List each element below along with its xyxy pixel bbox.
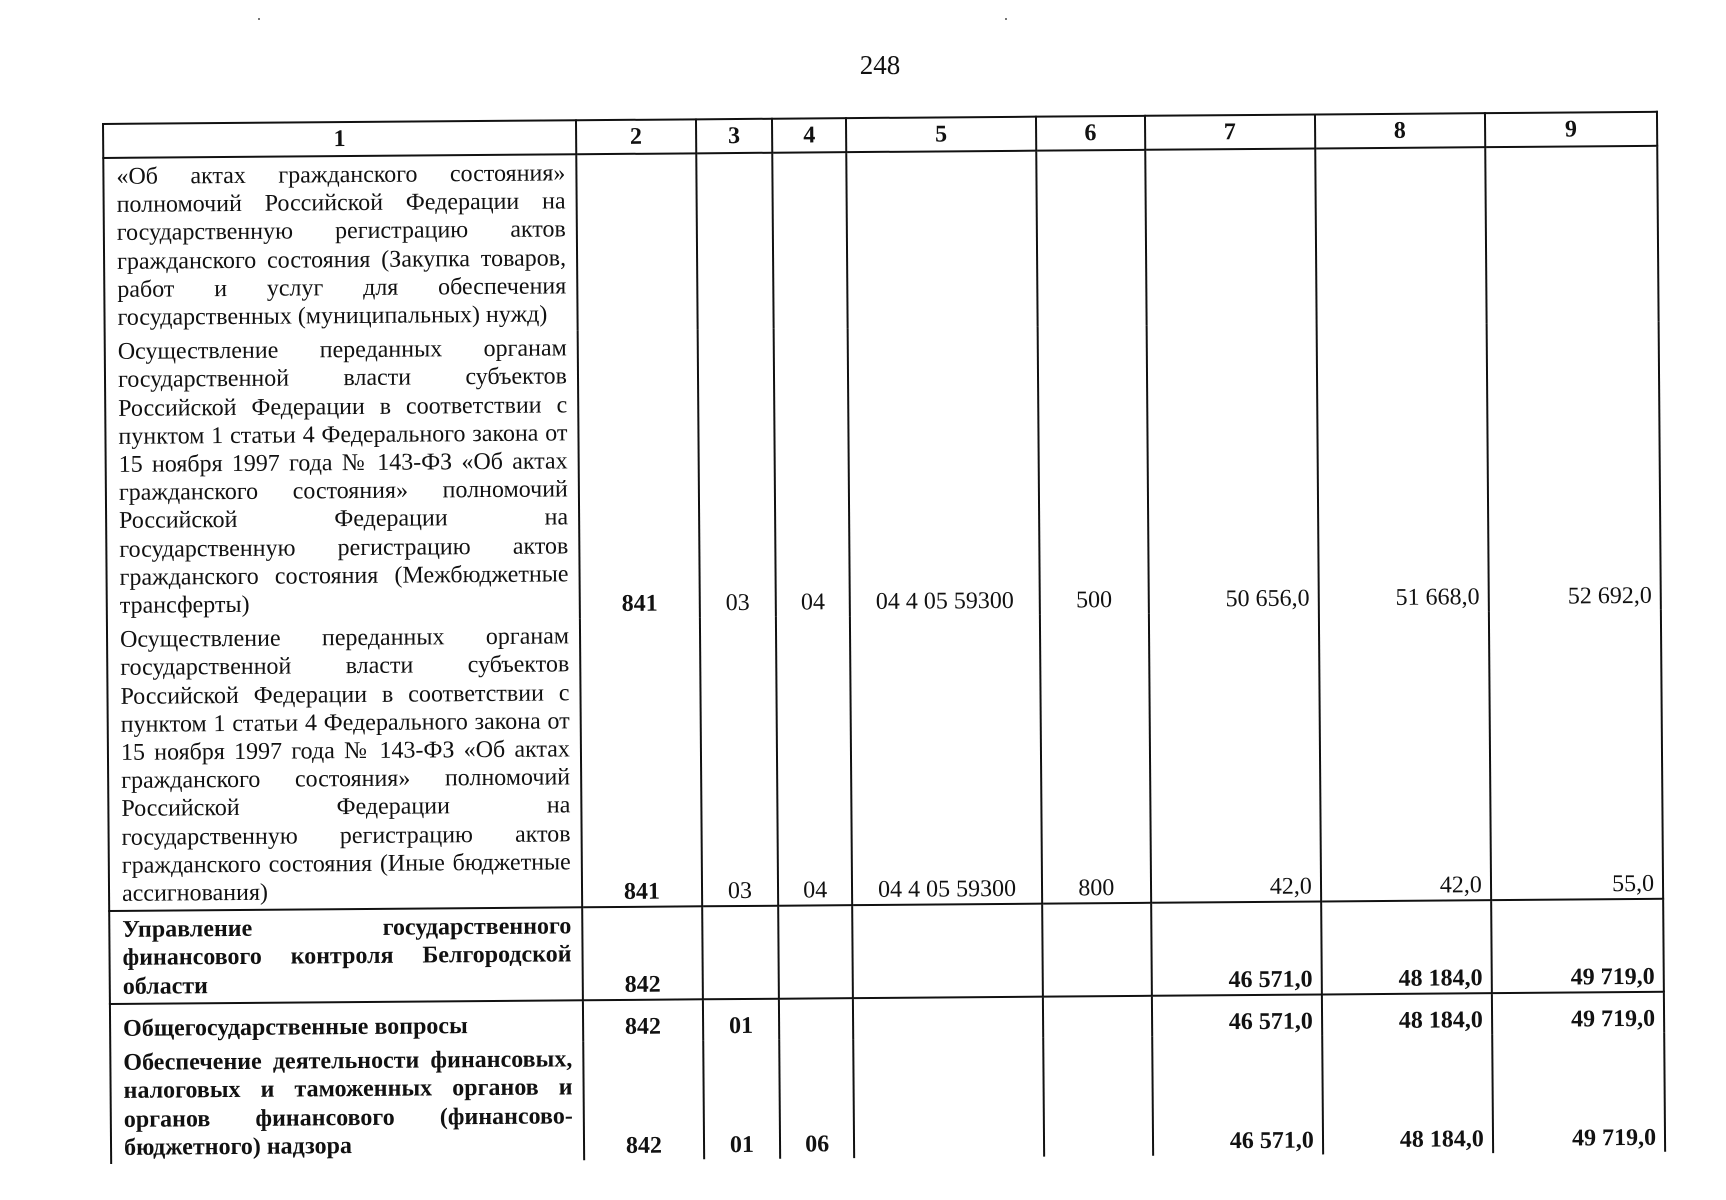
cell-target-article	[853, 1038, 1044, 1158]
row-description: Осуществление переданных органам государственной власти субъектов Российской Федерации в соответствии с пунктом 1 статьи 4 Федерального закона от 15 ноября 1997 года № 143-ФЗ «Об актах гражданского состояния» полномочий Российской Федерации на государственную регистрацию актов гражданского состояния (Межбюджетные трансферты)	[105, 330, 580, 622]
cell-admin-code: 842	[582, 907, 703, 1001]
table-row	[109, 899, 1664, 1004]
cell-amount-col8	[1315, 147, 1486, 325]
cell-amount-col8: 48 184,0	[1321, 900, 1492, 994]
cell-admin-code: 841	[580, 618, 702, 908]
cell-amount-col8: 48 184,0	[1322, 1034, 1493, 1154]
cell-subsection	[778, 905, 853, 998]
column-header: 6	[1036, 116, 1145, 151]
cell-amount-col9: 49 719,0	[1492, 1033, 1665, 1153]
cell-section	[702, 906, 779, 999]
cell-expense-type	[1043, 996, 1152, 1038]
cell-subsection: 06	[779, 1039, 854, 1158]
scan-speck	[1005, 18, 1007, 20]
cell-expense-type	[1036, 150, 1146, 327]
cell-amount-col9	[1485, 146, 1659, 324]
cell-target-article	[846, 151, 1037, 329]
cell-amount-col9: 52 692,0	[1486, 322, 1660, 611]
cell-amount-col9: 55,0	[1489, 610, 1663, 900]
column-header: 5	[846, 117, 1036, 152]
cell-amount-col7: 46 571,0	[1152, 1036, 1323, 1156]
cell-amount-col8: 51 668,0	[1316, 323, 1488, 612]
row-description: Осуществление переданных органам государственной власти субъектов Российской Федерации в соответствии с пунктом 1 статьи 4 Федерального закона от 15 ноября 1997 года № 143-ФЗ «Об актах гражданского состояния» полномочий Российской Федерации на государственную регистрацию актов гражданского состояния (Иные бюджетные ассигнования)	[107, 619, 582, 912]
row-description: Управление государственного финансового контроля Белгородской области	[109, 908, 583, 1004]
table-row	[107, 610, 1663, 911]
cell-expense-type: 500	[1037, 326, 1148, 615]
column-header: 8	[1315, 113, 1485, 148]
cell-subsection: 04	[776, 616, 852, 906]
cell-subsection	[772, 152, 847, 329]
cell-amount-col8: 42,0	[1319, 611, 1491, 901]
cell-amount-col9: 49 719,0	[1492, 992, 1665, 1035]
column-header: 7	[1145, 114, 1315, 149]
cell-section: 01	[703, 1040, 780, 1159]
cell-section: 01	[703, 999, 780, 1041]
table-row	[110, 1033, 1665, 1164]
cell-target-article: 04 4 05 59300	[850, 615, 1042, 906]
column-header: 4	[772, 118, 846, 153]
cell-amount-col7: 46 571,0	[1151, 902, 1322, 996]
cell-target-article	[852, 904, 1042, 998]
row-description: Общегосударственные вопросы	[110, 1000, 583, 1045]
scan-speck	[258, 18, 260, 20]
cell-admin-code: 841	[578, 330, 700, 619]
cell-section: 03	[697, 329, 776, 618]
row-description: «Об актах гражданского состояния» полномочий Российской Федерации на государственную регистрацию актов гражданского состояния (Закупка товаров, работ и услуг для обеспечения государственных (муниципальных) нужд)	[103, 154, 577, 334]
table-row	[105, 322, 1661, 622]
row-description: Обеспечение деятельности финансовых, налоговых и таможенных органов и органов финансового (финансово-бюджетного) надзора	[110, 1041, 584, 1164]
page-number: 248	[859, 50, 901, 80]
column-header: 1	[103, 120, 576, 158]
cell-target-article: 04 4 05 59300	[848, 327, 1040, 617]
cell-amount-col7: 46 571,0	[1152, 994, 1322, 1037]
cell-section	[696, 153, 774, 330]
cell-amount-col7: 42,0	[1149, 613, 1321, 903]
cell-amount-col8: 48 184,0	[1322, 993, 1492, 1036]
cell-admin-code	[576, 153, 697, 330]
budget-table	[102, 111, 1666, 1164]
cell-target-article	[853, 997, 1043, 1040]
cell-expense-type	[1042, 903, 1152, 996]
column-header: 9	[1485, 112, 1657, 147]
cell-expense-type: 800	[1040, 614, 1151, 904]
column-header: 3	[696, 119, 773, 154]
column-header: 2	[576, 119, 696, 154]
cell-admin-code: 842	[583, 999, 703, 1041]
cell-amount-col7	[1145, 148, 1316, 326]
cell-expense-type	[1043, 1037, 1153, 1157]
cell-section: 03	[700, 617, 779, 907]
cell-subsection	[779, 998, 853, 1040]
cell-amount-col7: 50 656,0	[1146, 325, 1318, 614]
cell-subsection: 04	[774, 328, 850, 617]
cell-admin-code: 842	[583, 1040, 704, 1160]
table-row	[103, 146, 1658, 334]
cell-amount-col9: 49 719,0	[1491, 899, 1664, 993]
